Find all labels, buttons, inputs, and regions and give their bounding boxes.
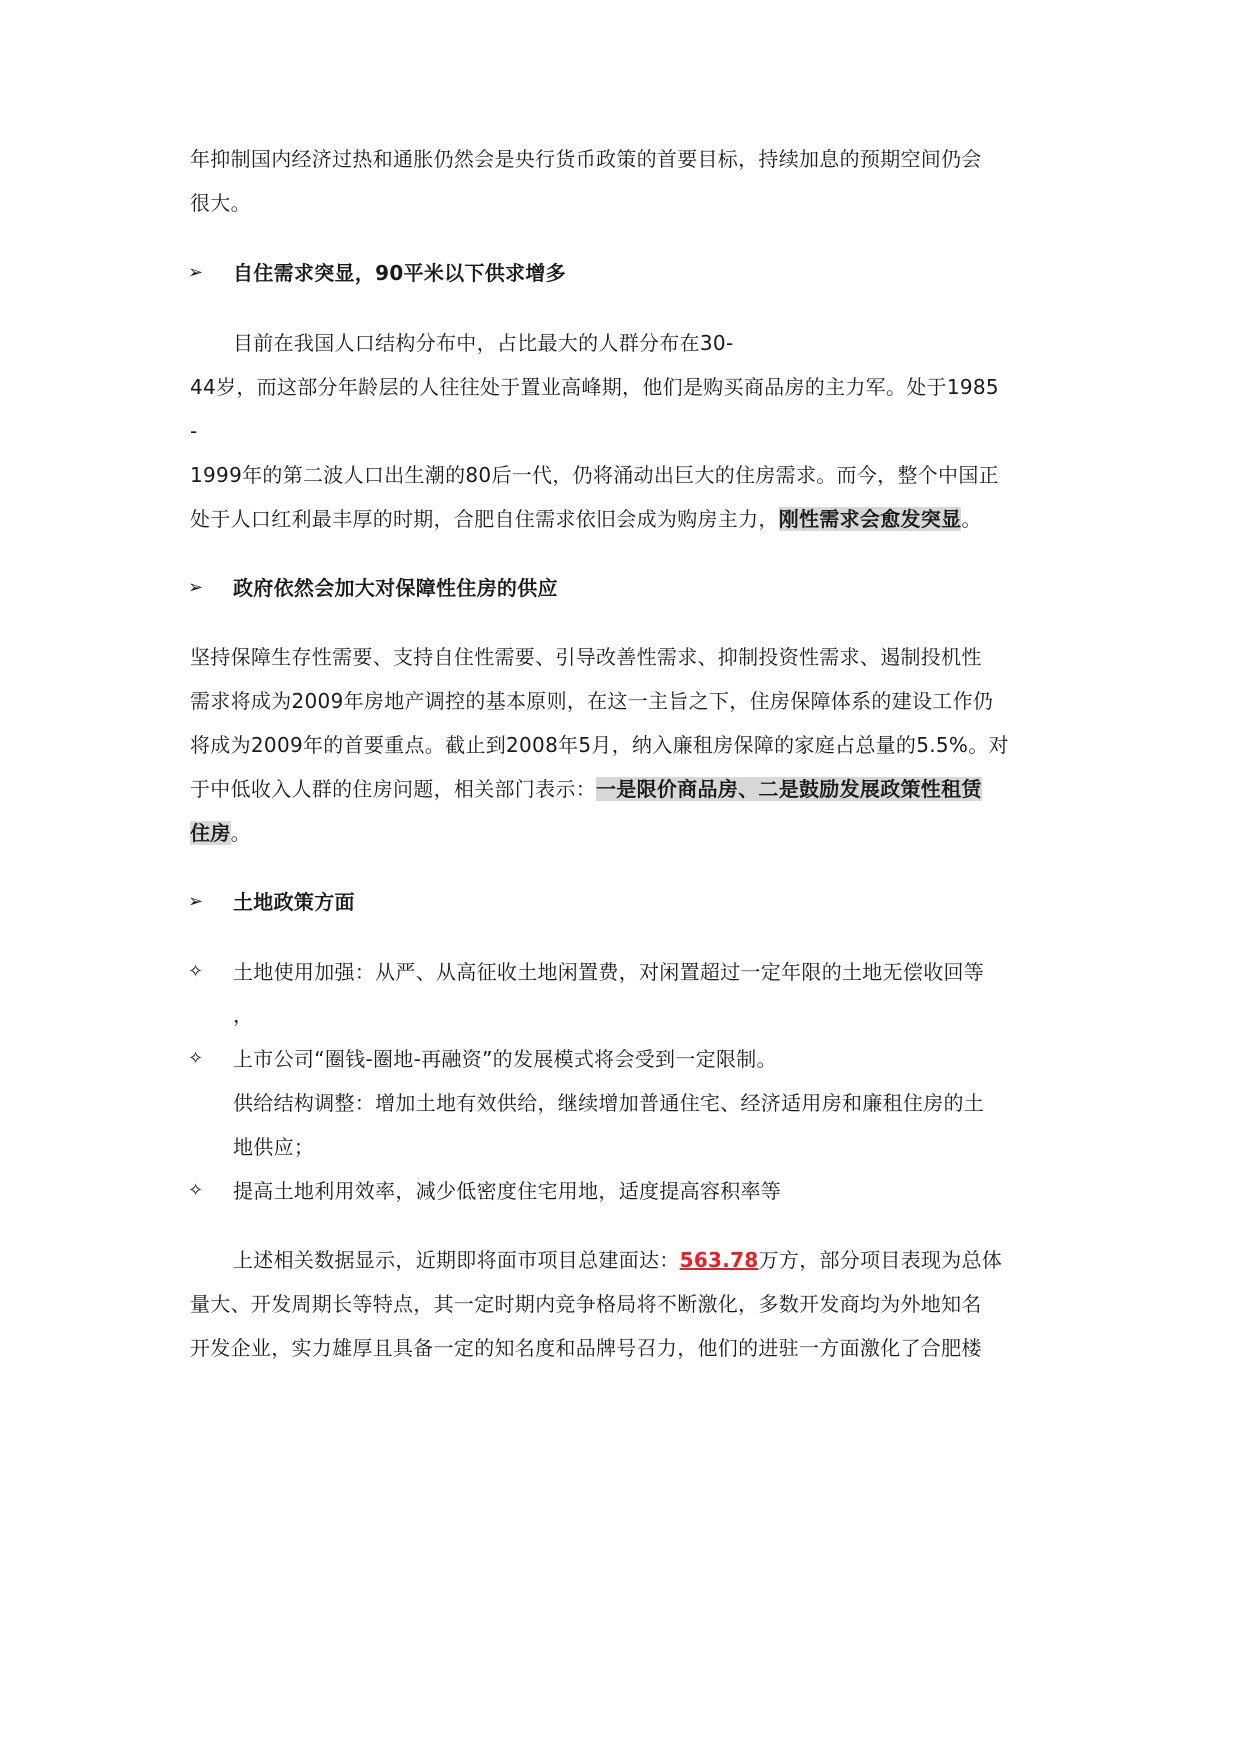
para3-line2: 需求将成为2009年房地产调控的基本原则，在这一主旨之下，住房保障体系的建设工作仍 <box>190 689 994 713</box>
land-item2-line2: 供给结构调整：增加土地有效供给，继续增加普通住宅、经济适用房和廉租住房的土 <box>233 1091 985 1115</box>
highlight-rigid-demand: 刚性需求会愈发突显 <box>778 507 962 531</box>
section-heading-affordable-housing: 政府依然会加大对保障性住房的供应 <box>233 576 558 600</box>
para4-line3: 开发企业，实力雄厚且具备一定的知名度和品牌号召力，他们的进驻一方面激化了合肥楼 <box>190 1336 982 1360</box>
para2-line5-end: 。 <box>961 507 982 531</box>
land-item2-line3: 地供应； <box>233 1135 315 1159</box>
land-item3-line1: 提高土地利用效率，减少低密度住宅用地，适度提高容积率等 <box>233 1179 782 1203</box>
diamond-bullet-icon: ✧ <box>188 1180 204 1201</box>
para2-line5-text: 处于人口红利最丰厚的时期，合肥自住需求依旧会成为购房主力， <box>190 507 779 531</box>
arrow-bullet-icon: ➢ <box>188 577 204 598</box>
para3-line4 <box>190 775 982 803</box>
para2-line3: - <box>190 419 198 443</box>
para4-line1 <box>233 1246 1002 1274</box>
para4-line1-end: 万方，部分项目表现为总体 <box>758 1248 1003 1272</box>
arrow-bullet-icon: ➢ <box>188 262 204 283</box>
para1-line2: 很大。 <box>190 191 251 215</box>
para3-line3: 将成为2009年的首要重点。截止到2008年5月，纳入廉租房保障的家庭占总量的5.5%。对 <box>190 733 1009 757</box>
para4-line2: 量大、开发周期长等特点，其一定时期内竞争格局将不断激化，多数开发商均为外地知名 <box>190 1292 982 1316</box>
total-area-figure: 563.78 <box>679 1248 759 1272</box>
para2-line4: 1999年的第二波人口出生潮的80后一代，仍将涌动出巨大的住房需求。而今，整个中国正 <box>190 463 999 487</box>
para3-line5 <box>190 819 251 847</box>
para2-line1: 目前在我国人口结构分布中，占比最大的人群分布在30- <box>233 331 734 355</box>
para4-line1-text: 上述相关数据显示，近期即将面市项目总建面达： <box>233 1248 680 1272</box>
para1-line1: 年抑制国内经济过热和通胀仍然会是央行货币政策的首要目标，持续加息的预期空间仍会 <box>190 147 982 171</box>
section-heading-self-occupied: 自住需求突显，90平米以下供求增多 <box>233 261 566 285</box>
para3-line1: 坚持保障生存性需要、支持自住性需要、引导改善性需求、抑制投资性需求、遏制投机性 <box>190 645 982 669</box>
land-item1-line1: 土地使用加强：从严、从高征收土地闲置费，对闲置超过一定年限的土地无偿收回等 <box>233 960 985 984</box>
para2-line5 <box>190 505 982 533</box>
section-heading-land-policy: 土地政策方面 <box>233 890 355 914</box>
para3-line5-end: 。 <box>230 821 251 845</box>
para3-line4-text: 于中低收入人群的住房问题，相关部门表示： <box>190 777 596 801</box>
land-item1-line2: ， <box>233 1003 254 1027</box>
para2-line2: 44岁，而这部分年龄层的人往往处于置业高峰期，他们是购买商品房的主力军。处于1985 <box>190 375 999 399</box>
diamond-bullet-icon: ✧ <box>188 1048 204 1069</box>
diamond-bullet-icon: ✧ <box>188 961 204 982</box>
highlight-housing: 住房 <box>190 821 231 845</box>
highlight-policy-measures: 一是限价商品房、二是鼓励发展政策性租赁 <box>596 777 982 801</box>
arrow-bullet-icon: ➢ <box>188 891 204 912</box>
land-item2-line1: 上市公司“圈钱-圈地-再融资”的发展模式将会受到一定限制。 <box>233 1047 777 1071</box>
